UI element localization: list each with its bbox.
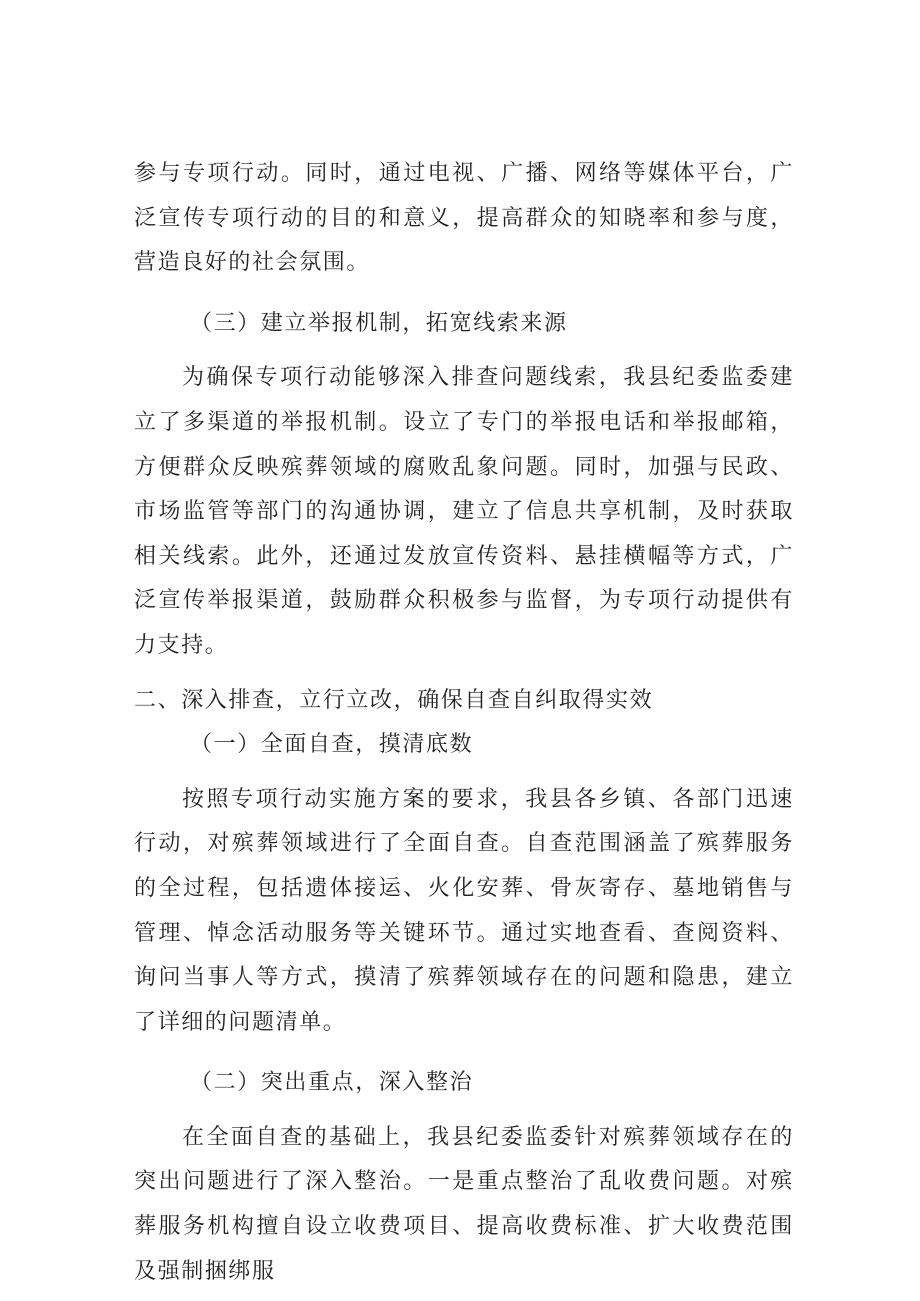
paragraph-continued: 参与专项行动。同时，通过电视、广播、网络等媒体平台，广泛宣传专项行动的目的和意义，提高群众的知晓率和参与度，营造良好的社会氛围。 <box>134 161 794 276</box>
paragraph: 按照专项行动实施方案的要求，我县各乡镇、各部门迅速行动，对殡葬领域进行了全面自查。自查范围涵盖了殡葬服务的全过程，包括遗体接运、火化安葬、骨灰寄存、墓地销售与管理、悼念活动服务等关键环节。通过实地查看、查阅资料、询问当事人等方式，摸清了殡葬领域存在的问题和隐患，建立了详细的问题清单。 <box>134 786 794 1035</box>
section-subheading: （一）全面自查，摸清底数 <box>190 732 474 758</box>
paragraph: 为确保专项行动能够深入排查问题线索，我县纪委监委建立了多渠道的举报机制。设立了专门的举报电话和举报邮箱，方便群众反映殡葬领域的腐败乱象问题。同时，加强与民政、市场监管等部门的沟通协调，建立了信息共享机制，及时获取相关线索。此外，还通过发放宣传资料、悬挂横幅等方式，广泛宣传举报渠道，鼓励群众积极参与监督，为专项行动提供有力支持。 <box>134 365 794 658</box>
document-body <box>134 152 794 1294</box>
section-heading: 二、深入排查，立行立改，确保自查自纠取得实效 <box>134 687 654 713</box>
paragraph: 在全面自查的基础上，我县纪委监委针对殡葬领域存在的突出问题进行了深入整治。一是重点整治了乱收费问题。对殡葬服务机构擅自设立收费项目、提高收费标准、扩大收费范围及强制捆绑服 <box>134 1124 794 1284</box>
section-subheading: （三）建立举报机制，拓宽线索来源 <box>190 310 568 336</box>
section-subheading: （二）突出重点，深入整治 <box>190 1070 474 1096</box>
